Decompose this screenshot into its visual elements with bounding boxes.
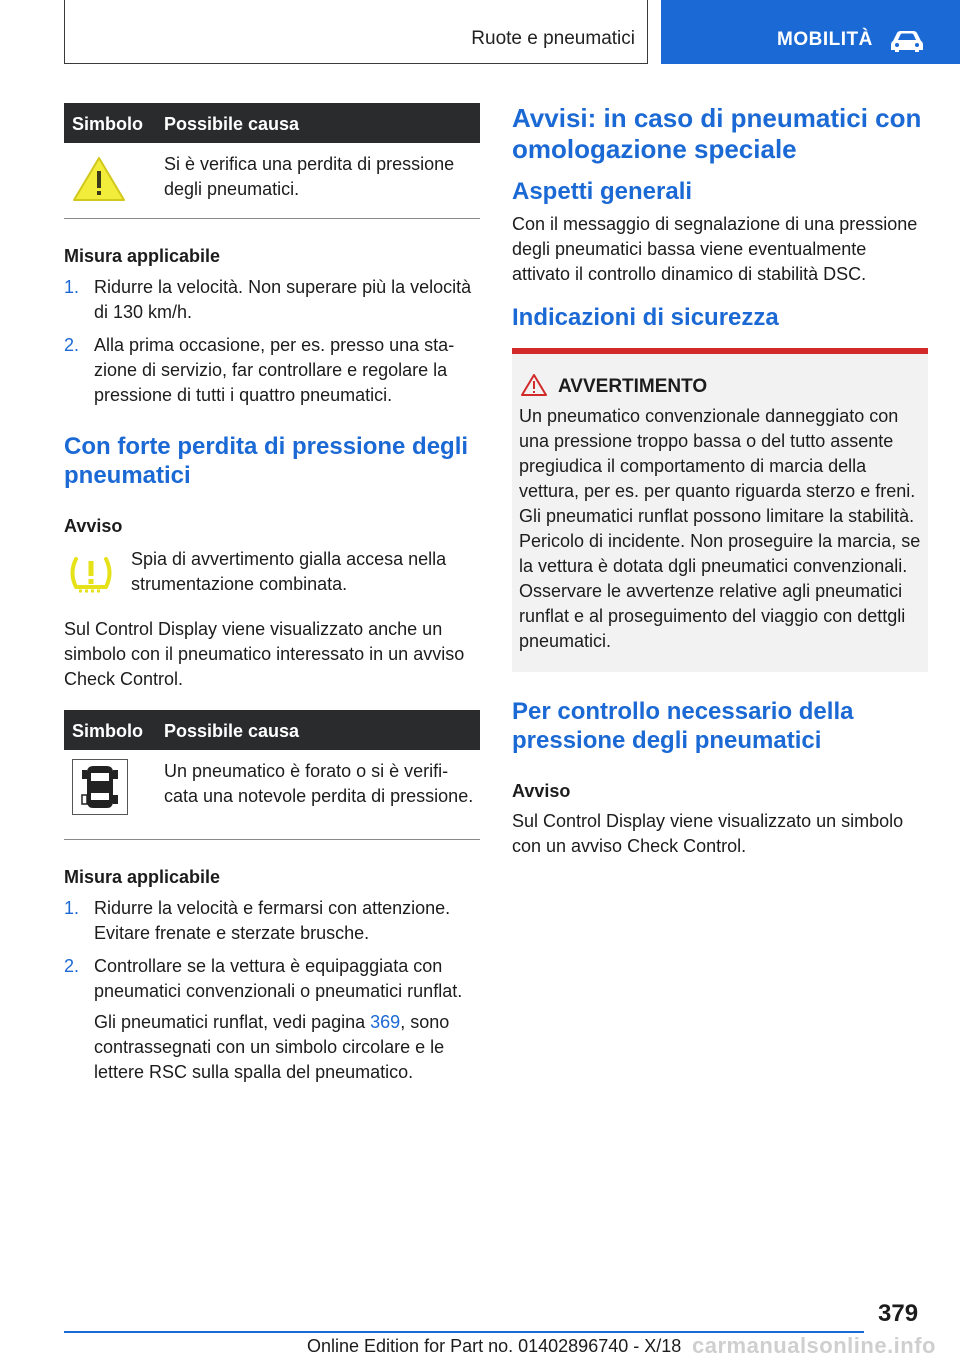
column-header-symbol: Simbolo (72, 721, 143, 741)
avviso-text: Sul Control Display viene visualizzato un simbolo con un avviso Check Control. (512, 811, 904, 856)
step-number: 1. (64, 898, 80, 918)
measure-heading: Misura applicabile (64, 867, 221, 887)
step-number: 2. (64, 335, 80, 355)
runflat-note-pre: Gli pneumatici runflat, vedi pagina (94, 1012, 371, 1032)
step-text: Ridurre la velocità. Non superare più la velocità di 130 km/h. (94, 277, 472, 322)
column-header-cause: Possibile causa (164, 721, 300, 741)
step-text: Alla prima occasione, per es. presso una stazione di servizio, far controllare e regolare la pressione di tutti i quattro pneumatici. (94, 335, 455, 405)
tire-pressure-warning-icon (66, 555, 116, 595)
avviso-text: Spia di avvertimento gialla accesa nella strumentazione combinata. (131, 549, 447, 594)
step-number: 2. (64, 956, 80, 976)
step-text: Controllare se la vettura è equipaggiata con pneumatici convenzionali o pneumatici runflat. (94, 956, 463, 1001)
measure-heading: Misura applicabile (64, 246, 221, 266)
list-item (64, 275, 480, 325)
list-item (64, 333, 480, 408)
step-text: Ridurre la velocità e fermarsi con attenzione. Evitare frenate e sterzate brusche. (94, 898, 451, 943)
header-section-box (64, 0, 648, 64)
display-text: Sul Control Display viene visualizzato anche un simbolo con il pneumatico interessato in un avviso Check Control. (64, 619, 465, 689)
pressure-check-heading: Per controllo necessario della pressione degli pneumatici (512, 698, 854, 754)
column-header-symbol: Simbolo (72, 114, 143, 134)
avviso-heading: Avviso (512, 781, 571, 801)
avviso-block (64, 547, 480, 611)
safety-heading: Indicazioni di sicurezza (512, 304, 779, 331)
header-section-title: Ruote e pneumatici (471, 28, 635, 49)
page-reference-link[interactable]: 369 (370, 1012, 401, 1032)
warning-title-text: AVVERTIMENTO (558, 376, 708, 397)
footer-edition: Online Edition for Part no. 01402896740 - X/18 (307, 1336, 682, 1356)
table-row (64, 750, 480, 840)
column-header-cause: Possibile causa (164, 114, 300, 134)
table-row (64, 143, 480, 219)
right-column (512, 103, 928, 859)
warning-box (512, 348, 928, 672)
left-column (64, 103, 480, 1085)
aspetti-heading: Aspetti generali (512, 178, 693, 205)
header-chapter-title: MOBILITÀ (777, 29, 873, 50)
symbol-table-header (64, 710, 480, 750)
list-item (64, 954, 480, 1004)
header-chapter-tab[interactable] (661, 0, 960, 64)
footer-watermark: carmanualsonline.info (692, 1333, 936, 1358)
step-number: 1. (64, 277, 80, 297)
aspetti-text: Con il messaggio di segnalazione di una pressione degli pneumatici bassa viene eventualmente attivato il controllo dinamico di stabilità DSC. (512, 214, 918, 284)
warning-triangle-icon (520, 373, 548, 397)
page-number: 379 (878, 1300, 919, 1327)
symbol-table-header (64, 103, 480, 143)
flat-tire-car-icon (72, 759, 128, 815)
warning-text: Un pneumatico convenzionale danneggiato con una pressione troppo bassa o del tutto assente pregiudica il comportamento di marcia della vettura, per es. per quanto riguarda sterzo e freni. Gli pneumatici runflat possono limitare la stabilità. Pericolo di incidente. Non proseguire la marcia, se la vettura è dotata dgli pneumatici convenzionali. Osservare le avvertenze relative agli pneumatici runflat e al proseguimento del viaggio con dettgli pneumatici. (519, 406, 921, 651)
avviso-heading: Avviso (64, 516, 123, 536)
car-icon (889, 28, 925, 54)
list-item (64, 896, 480, 946)
table-cause-text: Un pneumatico è forato o si è verificata una notevole perdita di pressione. (164, 761, 474, 806)
measure-steps (64, 275, 480, 408)
section-heading-pressure-loss: Con forte perdita di pressione degli pneumatici (64, 433, 469, 489)
table-cause-text: Si è verifica una perdita di pressione degli pneumatici. (164, 154, 455, 199)
runflat-note-post: , sono contrassegnati con un simbolo circolare e le lettere RSC sulla spalla del pneumatico. (94, 1012, 450, 1082)
measure-steps (64, 896, 480, 1004)
section-heading-special-tires: Avvisi: in caso di pneumatici con omologazione speciale (512, 103, 922, 164)
warning-title (558, 376, 922, 398)
runflat-note (64, 1010, 480, 1085)
warning-triangle-icon (72, 155, 126, 203)
